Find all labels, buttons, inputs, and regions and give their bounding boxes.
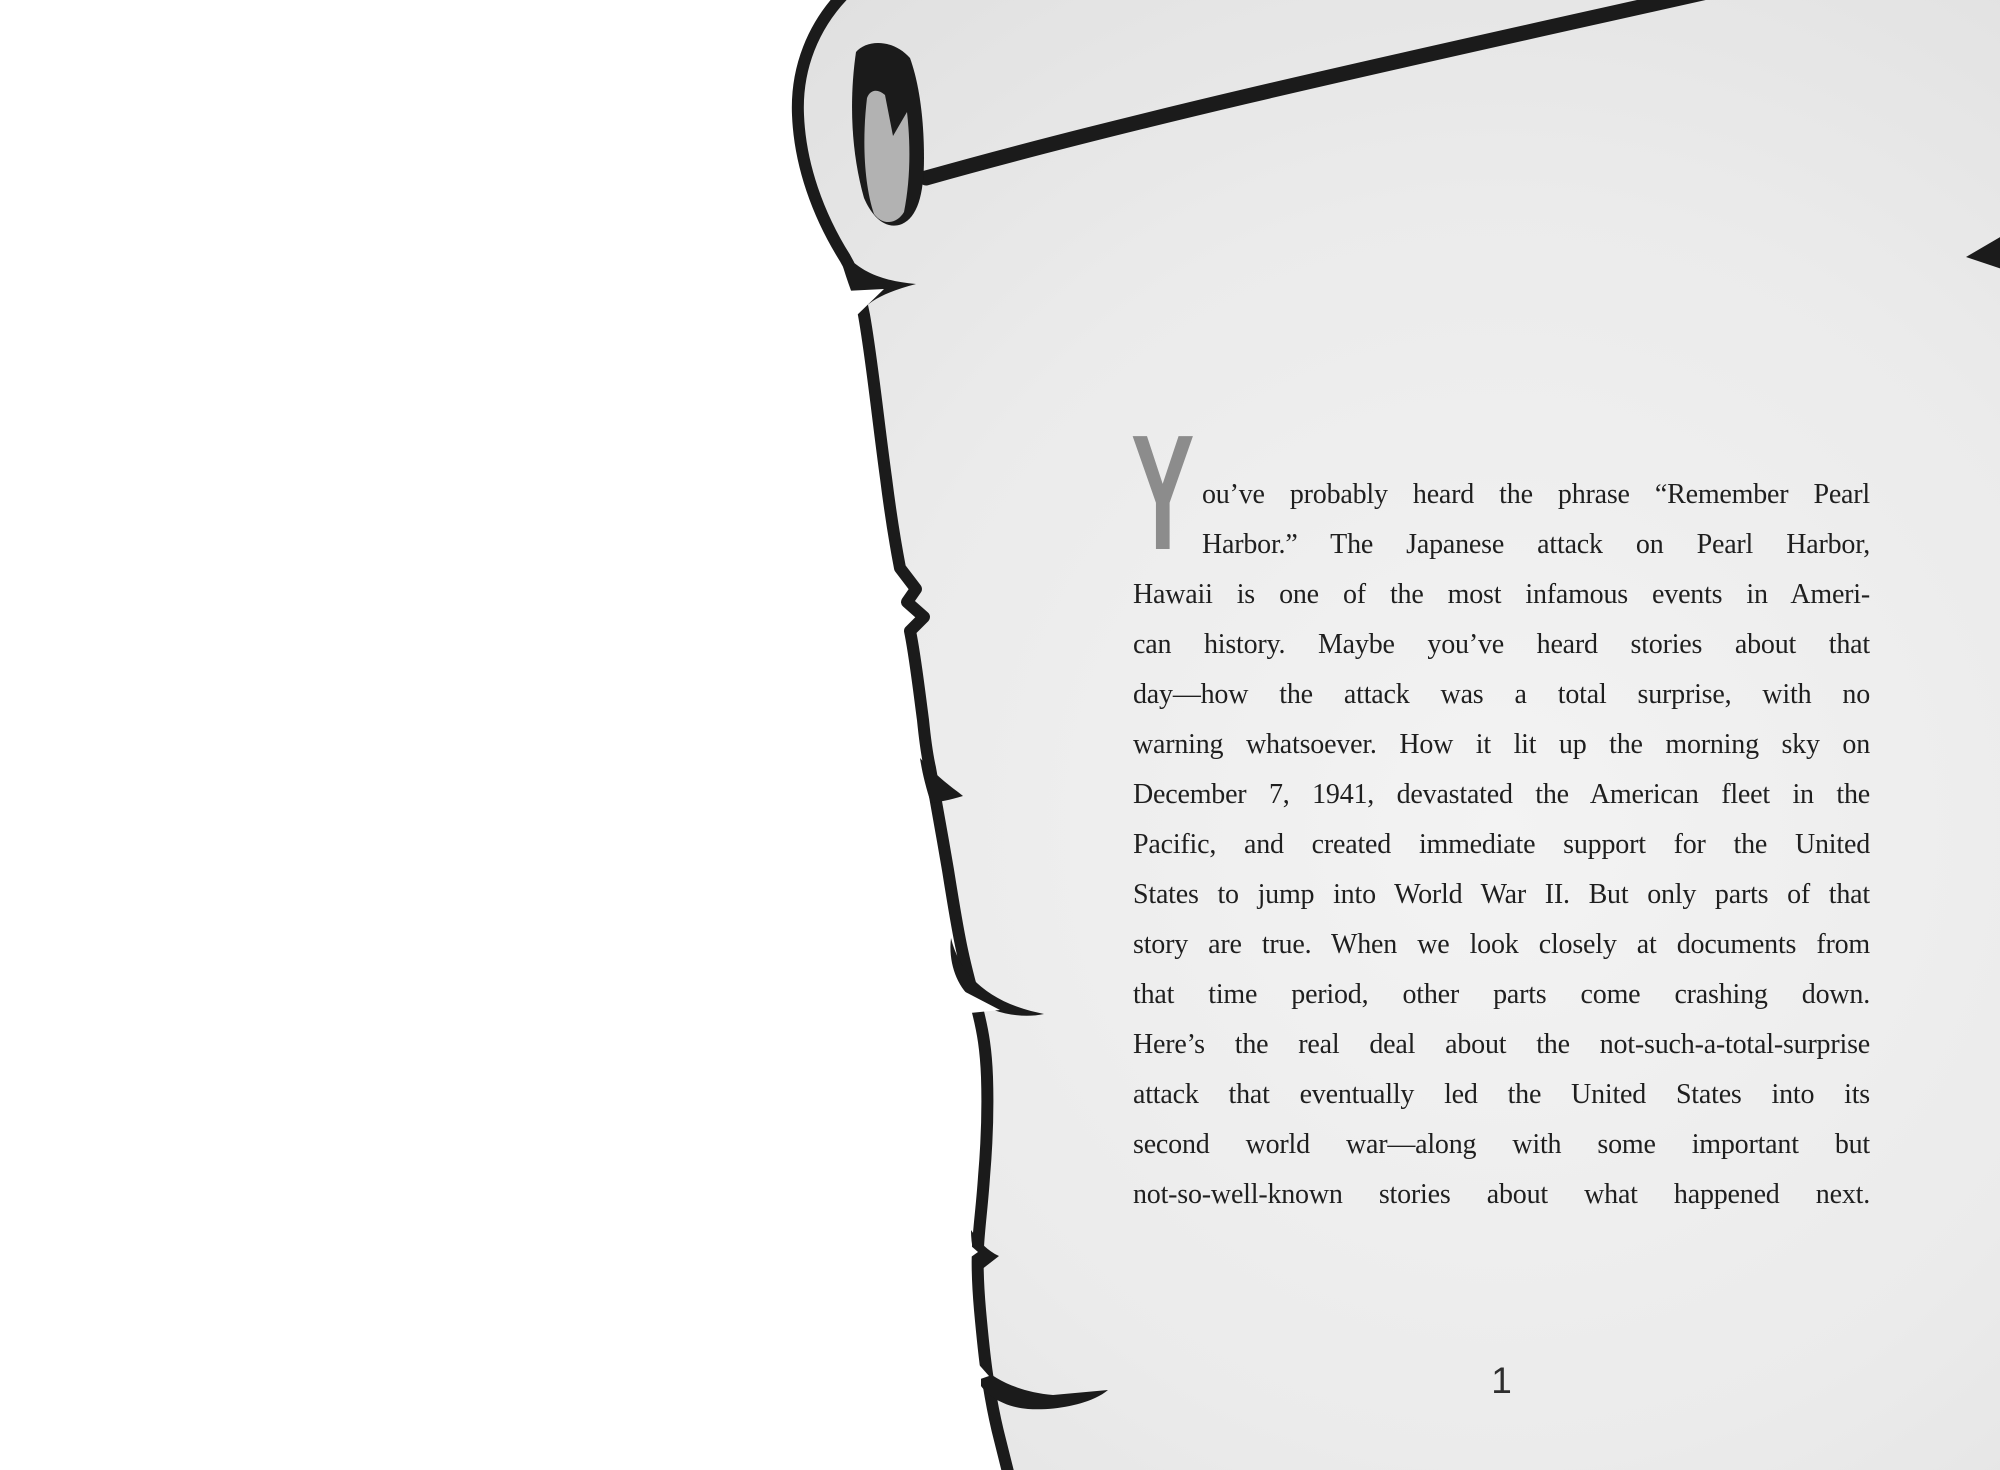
paragraph-line: story are true. When we look closely at documents from [1133, 929, 1870, 960]
paragraph-line: Pacific, and created immediate support for the United [1133, 829, 1870, 860]
paragraph-line: warning whatsoever. How it lit up the morning sky on [1133, 729, 1870, 760]
paragraph-line: States to jump into World War II. But only parts of that [1133, 879, 1870, 910]
paragraph-line: attack that eventually led the United States into its [1133, 1079, 1870, 1110]
drop-cap: Y [1131, 401, 1195, 584]
paragraph-line: can history. Maybe you’ve heard stories about that [1133, 629, 1870, 660]
paragraph-line: ou’ve probably heard the phrase “Remember Pearl [1202, 479, 1870, 510]
paragraph-line: Here’s the real deal about the not-such-a-total-surprise [1133, 1029, 1870, 1060]
paragraph-line: day—how the attack was a total surprise, with no [1133, 679, 1870, 710]
paragraph-line: December 7, 1941, devastated the American fleet in the [1133, 779, 1870, 810]
page-number: 1 [1491, 1360, 1512, 1401]
paragraph [1133, 470, 1870, 1220]
paragraph-line: Harbor.” The Japanese attack on Pearl Harbor, [1202, 529, 1870, 560]
paragraph-line: Hawaii is one of the most infamous events in Ameri- [1133, 579, 1870, 610]
paragraph-line: not-so-well-known stories about what happened next. [1133, 1179, 1870, 1210]
paragraph-line: that time period, other parts come crashing down. [1133, 979, 1870, 1010]
paragraph-line: second world war—along with some important but [1133, 1129, 1870, 1160]
